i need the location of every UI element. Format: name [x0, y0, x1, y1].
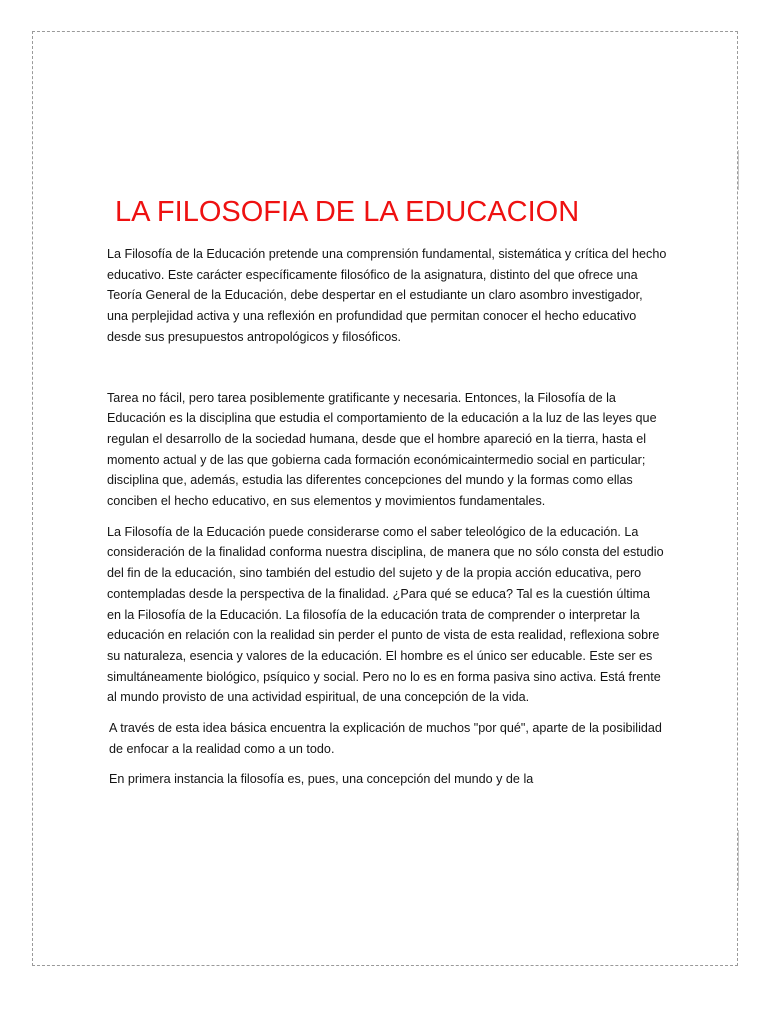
paragraph-teleology: La Filosofía de la Educación puede considerarse como el saber teleológico de la educación. La consideración de la finalidad conforma nuestra disciplina, de manera que no sólo consta del estudio del fin de la educación, sino también del estudio del sujeto y de la propia acción educativa, pero contempladas desde la perspectiva de la finalidad. ¿Para qué se educa? Tal es la cuestión última en la Filosofía de la Educación. La filosofía de la educación trata de comprender o interpretar la educación en relación con la realidad sin perder el punto de vista de esta realidad, reflexiona sobre su naturaleza, esencia y valores de la educación. El hombre es el único ser educable. Este ser es simultáneamente biológico, psíquico y social. Pero no lo es en forma pasiva sino activa. Está frente al mundo provisto de una actividad espiritual, de una concepción de la vida. — [107, 524, 664, 705]
paragraph-basic-idea: A través de esta idea básica encuentra la explicación de muchos "por qué", aparte de la posibilidad de enfocar a la realidad como a un todo. — [109, 721, 662, 756]
document-body — [107, 244, 667, 790]
paragraph-first-instance: En primera instancia la filosofía es, pues, una concepción del mundo y de la — [109, 772, 534, 787]
page-edge-marker — [738, 830, 739, 890]
paragraph-definition: Tarea no fácil, pero tarea posiblemente gratificante y necesaria. Entonces, la Filosofía de la Educación es la disciplina que estudia el comportamiento de la educación a la luz de las leyes que regulan el desarrollo de la sociedad humana, desde que el hombre apareció en la tierra, hasta el momento actual y de las que gobierna cada formación económicaintermedio social en particular; disciplina que, además, estudia las diferentes concepciones del mundo y la formas como ellas conciben el hecho educativo, en sus elementos y movimientos fundamentales. — [107, 390, 657, 509]
page-edge-marker — [738, 150, 739, 190]
paragraph-intro: La Filosofía de la Educación pretende una comprensión fundamental, sistemática y crítica del hecho educativo. Este carácter específicamente filosófico de la asignatura, distinto del que ofrece una Teoría General de la Educación, debe despertar en el estudiante un claro asombro investigador, una perplejidad activa y una reflexión en profundidad que permitan conocer el hecho educativo desde sus presupuestos antropológicos y filosóficos. — [107, 247, 667, 344]
document-title: LA FILOSOFIA DE LA EDUCACION — [115, 196, 580, 228]
